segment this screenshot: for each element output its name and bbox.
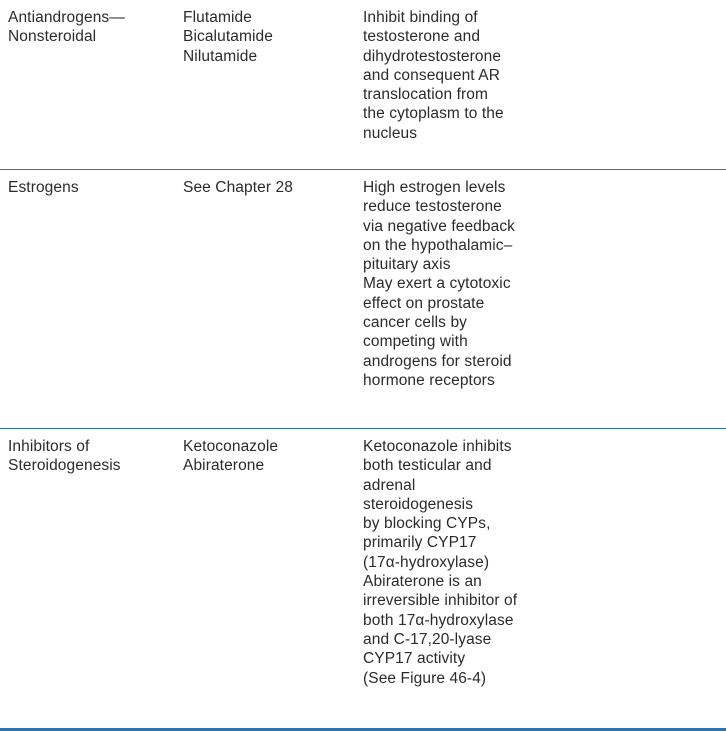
table-row-steroidogenesis-inhibitors (0, 429, 726, 731)
drug-class-cell: Estrogens (8, 179, 79, 196)
drug-names-cell: Ketoconazole Abiraterone (183, 438, 279, 475)
drug-names-cell: Flutamide Bicalutamide Nilutamide (183, 9, 273, 65)
drug-names-cell: See Chapter 28 (183, 179, 293, 196)
drug-class-cell: Inhibitors of Steroidogenesis (8, 438, 121, 475)
table-row-antiandrogens (0, 0, 726, 170)
table-row-estrogens (0, 170, 726, 429)
mechanism-cell: Ketoconazole inhibits both testicular and adrenal steroidogenesis by blocking CYPs, primarily CYP17 (17α-hydroxylase) Abiraterone is an irreversible inhibitor of both 17α-hydroxylase and C-17,20-lyase CYP17 activity (See Figure 46-4) (363, 438, 518, 687)
mechanism-cell: Inhibit binding of testosterone and dihydrotestosterone and consequent AR translocation from the cytoplasm to the nucleus (363, 9, 504, 142)
drug-class-cell: Antiandrogens— Nonsteroidal (8, 9, 125, 46)
mechanism-cell: High estrogen levels reduce testosterone via negative feedback on the hypothalamic– pituitary axis May exert a cytotoxic effect on prostate cancer cells by competing with androgens for steroid hormone receptors (363, 179, 516, 389)
